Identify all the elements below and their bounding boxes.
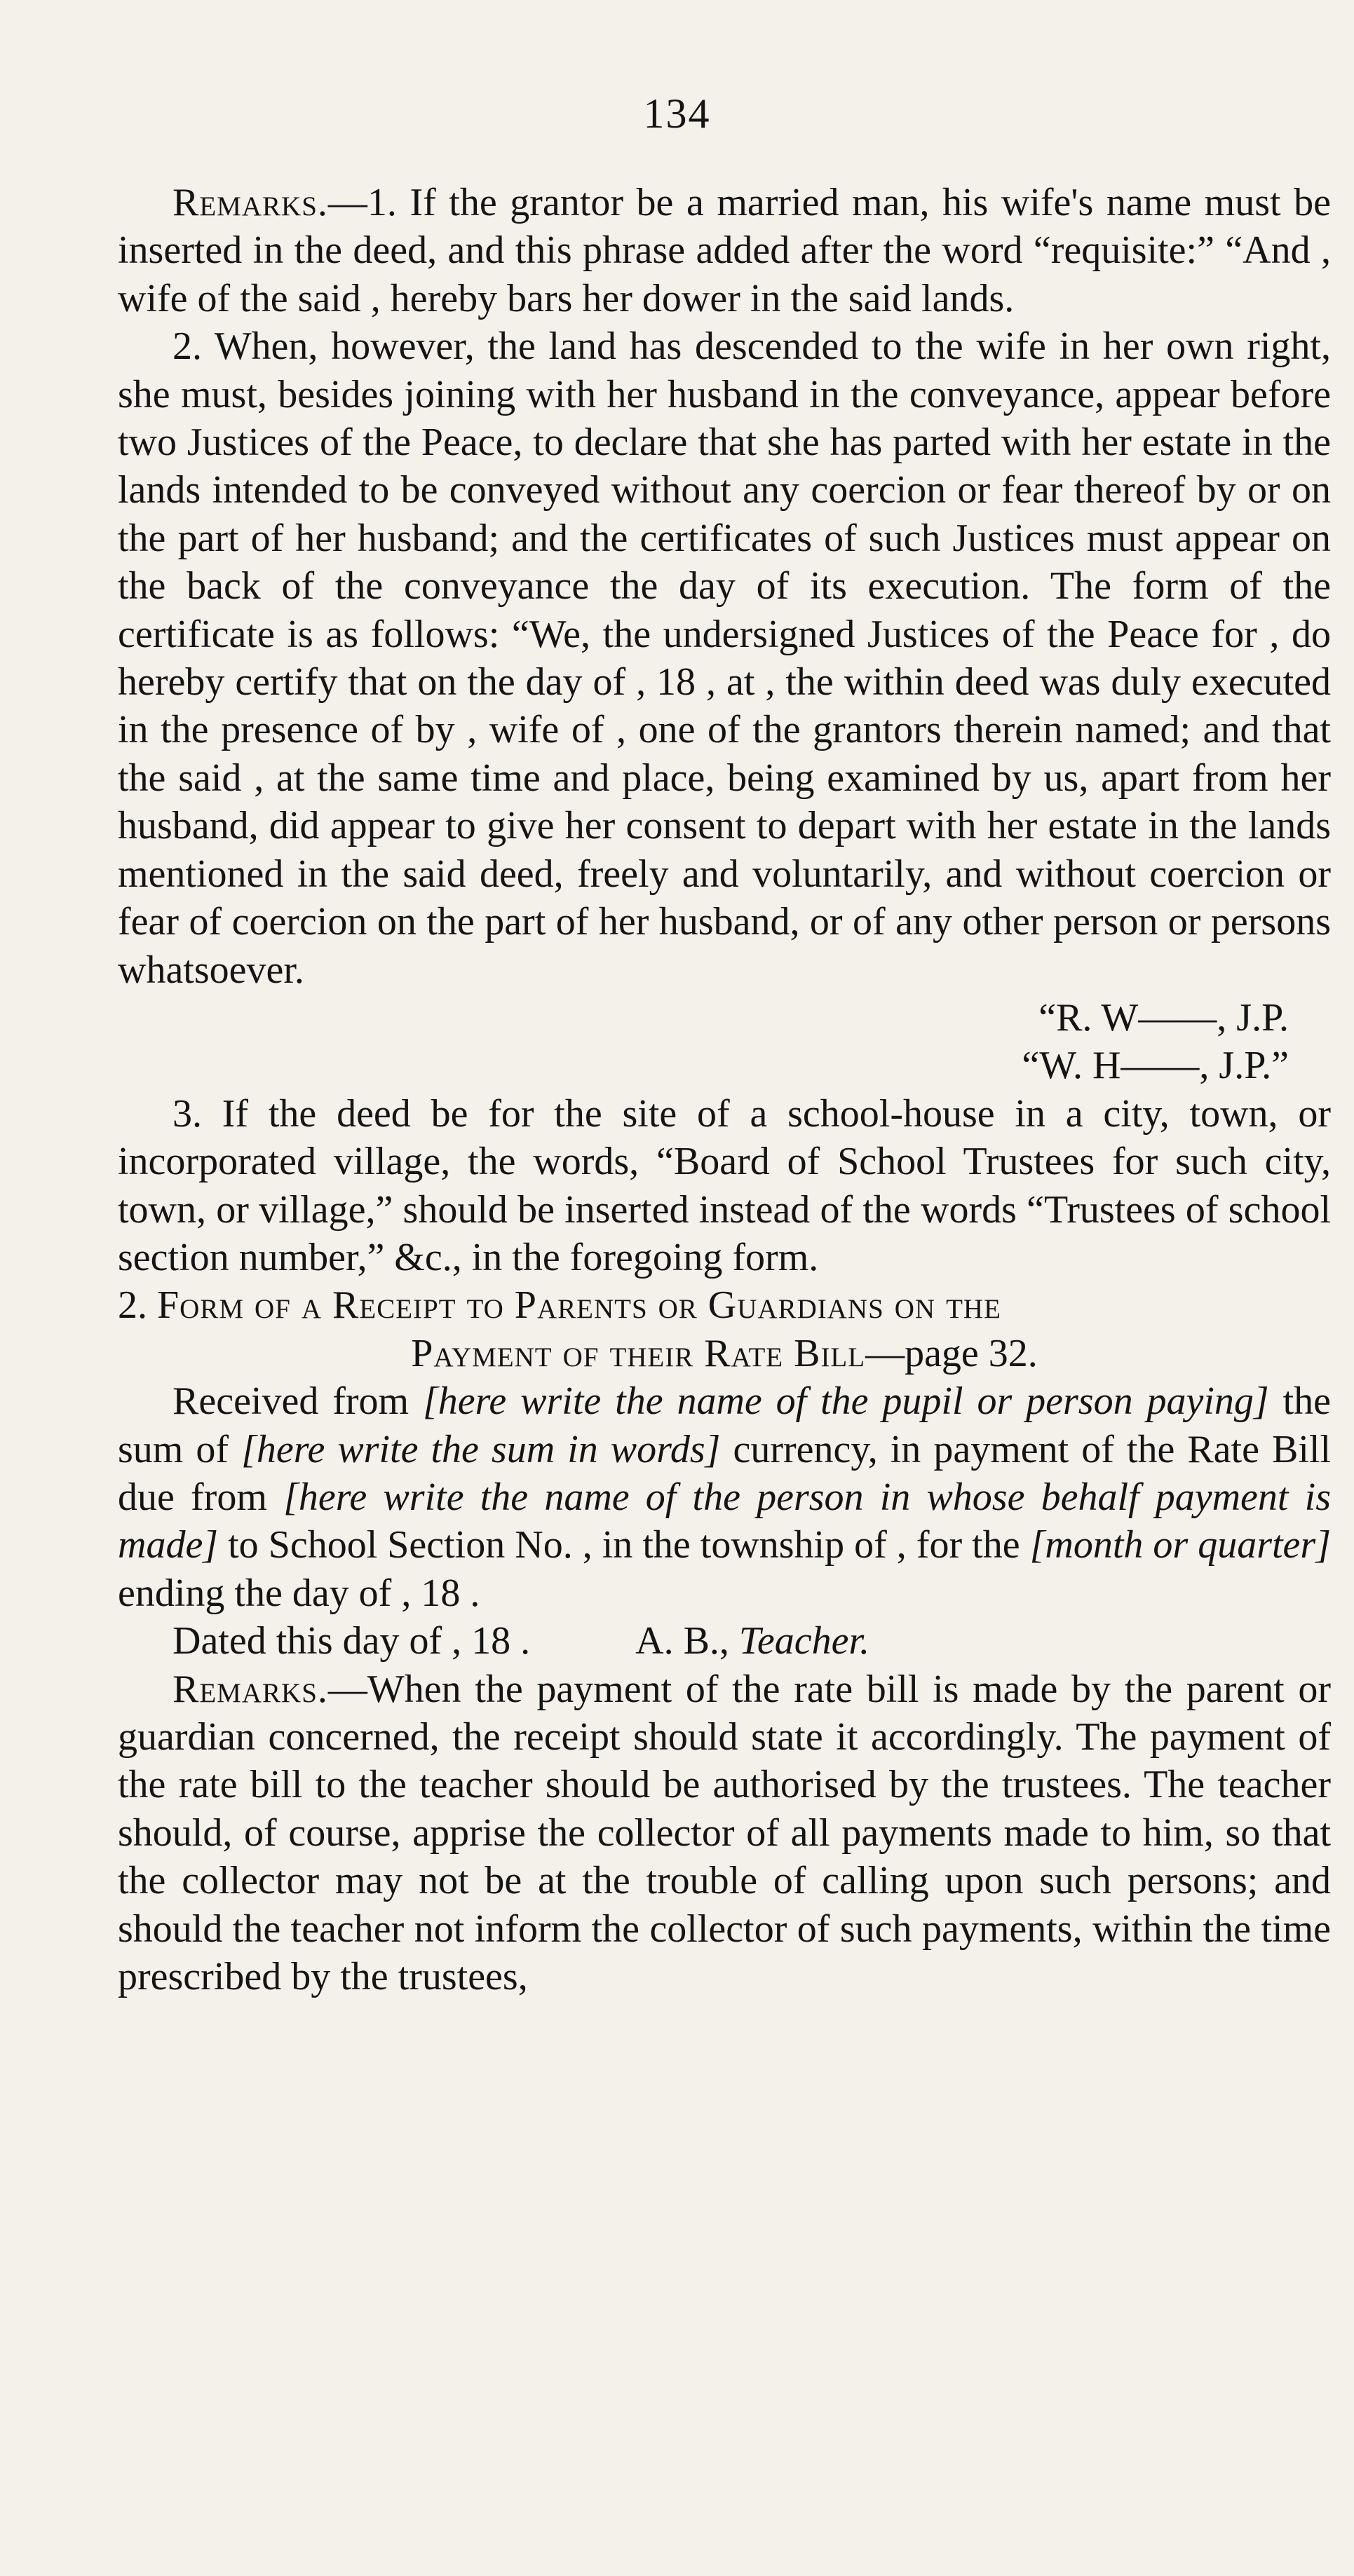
receipt-text: to School Section No. , in the township of , for the — [218, 1523, 1030, 1567]
form-heading-line2: Payment of their Rate Bill — [411, 1331, 866, 1375]
form-heading-line1: Form of a Receipt to Parents or Guardians on the — [157, 1283, 1001, 1328]
form-heading-number: 2. — [118, 1283, 147, 1328]
remarks-label: Remarks. — [172, 181, 328, 224]
signature-line: “W. H——, J.P.” — [1022, 1044, 1289, 1088]
receipt-text: Received from — [172, 1379, 423, 1424]
receipt-text: ending the day of , 18 . — [118, 1571, 480, 1615]
receipt-placeholder: [here write the name of the pupil or person paying] — [423, 1379, 1269, 1424]
remarks-1-text: —1. If the grantor be a married man, his wife's name must be inserted in the deed, and this phrase added after the word “requisite:” “And , wife of the said , hereby bars her dower in the said lands. — [118, 181, 1331, 320]
receipt-placeholder: [month or quarter] — [1029, 1523, 1331, 1567]
receipt-placeholder: [here write the name of the person in whose behalf payment is made] — [118, 1475, 1331, 1567]
receipt-paragraph — [118, 1377, 1331, 1617]
signer-title: Teacher. — [738, 1619, 870, 1663]
receipt-text: currency, in payment of the Rate Bill due from — [118, 1427, 1332, 1519]
dated-line — [118, 1617, 1331, 1665]
page-number: 134 — [643, 90, 711, 137]
remarks-final-text: —When the payment of the rate bill is made by the parent or guardian concerned, the receipt should state it accordingly. The payment of the rate bill to the teacher should be authorised by the trustees. The teacher should, of course, apprise the collector of all payments made to him, so that the collector may not be at the trouble of calling upon such persons; and should the teacher not inform the collector of such payments, within the time prescribed by the trustees, — [118, 1667, 1331, 1999]
signature-line: “R. W——, J.P. — [1038, 995, 1289, 1040]
remarks-1-paragraph — [118, 179, 1331, 322]
remarks-3-paragraph: 3. If the deed be for the site of a school-house in a city, town, or incorporated village, the words, “Board of School Trustees for such city, town, or village,” should be inserted instead of the words “Trustees of school section number,” &c., in the foregoing form. — [118, 1091, 1331, 1279]
signer-name: A. B., — [635, 1619, 739, 1663]
remarks-2-paragraph: 2. When, however, the land has descended to the wife in her own right, she must, besides joining with her husband in the conveyance, appear before two Justices of the Peace, to declare that she has parted with her estate in the lands intended to be conveyed without any coercion or fear thereof by or on the part of her husband; and the certificates of such Justices must appear on the back of the conveyance the day of its execution. The form of the certificate is as follows: “We, the undersigned Justices of the Peace for , do hereby certify that on the day of , 18 , at , the within deed was duly executed in the presence of by , wife of , one of the grantors therein named; and that the said , at the same time and place, being examined by us, apart from her husband, did appear to give her consent to depart with her estate in the lands mentioned in the said deed, freely and voluntarily, and without coercion or fear of coercion on the part of her husband, or of any other person or persons whatsoever. — [118, 325, 1331, 992]
dated-text: Dated this day of , 18 . — [172, 1619, 531, 1663]
receipt-placeholder: [here write the sum in words] — [241, 1427, 721, 1471]
form-heading-page-ref: —page 32. — [865, 1331, 1038, 1375]
remarks-label: Remarks. — [172, 1667, 328, 1711]
form-heading — [118, 1281, 1331, 1377]
receipt-text: the sum of — [118, 1379, 1332, 1471]
body-text — [118, 179, 1331, 2001]
remarks-final-paragraph — [118, 1665, 1331, 2001]
